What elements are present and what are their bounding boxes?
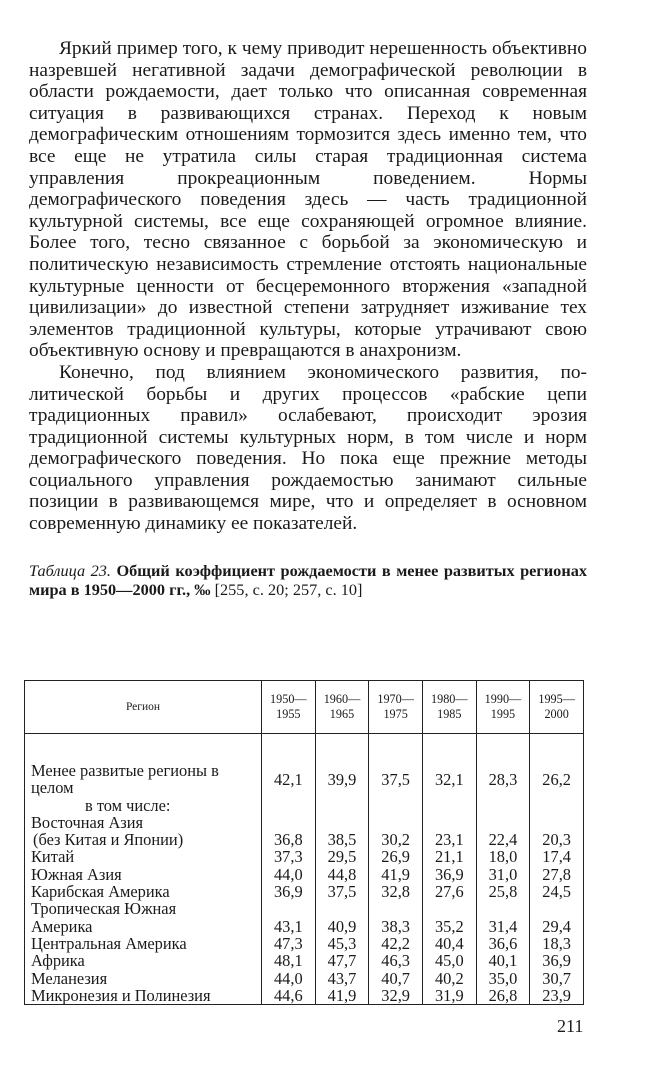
- value-cell: 27,6: [422, 883, 476, 900]
- value-cell: 28,3: [476, 734, 530, 797]
- value-cell: 40,9: [315, 918, 369, 935]
- value-cell: 47,3: [262, 935, 316, 952]
- value-cell: 40,2: [422, 970, 476, 987]
- value-cell: 41,9: [369, 866, 423, 883]
- value-cell: 45,3: [315, 935, 369, 952]
- value-cell: [369, 900, 423, 917]
- value-cell: 37,5: [369, 734, 423, 797]
- table-row: [25, 866, 584, 883]
- table-row: [25, 987, 584, 1005]
- table-caption-label: Таблица 23.: [29, 560, 111, 580]
- value-cell: 32,9: [369, 987, 423, 1005]
- value-cell: 31,9: [422, 987, 476, 1005]
- region-cell: Менее развитые регионы в целом: [25, 734, 262, 797]
- value-cell: 43,1: [262, 918, 316, 935]
- value-cell: 36,9: [530, 952, 584, 969]
- value-cell: 23,1: [422, 831, 476, 848]
- table-row: [25, 883, 584, 900]
- table-row: [25, 970, 584, 987]
- region-cell: Центральная Америка: [25, 935, 262, 952]
- value-cell: 38,3: [369, 918, 423, 935]
- value-cell: 36,9: [262, 883, 316, 900]
- paragraph-1: Яркий пример того, к чему приводит нерешенность объективно назревшей негативной задачи демографической революции в области рождаемости, дает только что описанная современная ситуация в развивающихся странах. Переход к новым демографическим отношениям тормозится здесь именно тем, что все еще не утратила силы старая традиционная система управления прокреационным поведением. Нормы демографического поведения здесь — часть традиционной культурной системы, все еще сохраняющей огромное влияние. Более того, тесно связанное с борьбой за экономическую и политическую независимость стремление отстоять национальные культурные ценности от бесцеремонного вторжения «западной цивилизации» до известной степени затрудняет изживание тех элементов традиционной культуры, которые утрачивают свою объективную основу и превращаются в анахронизм.: [29, 38, 587, 362]
- column-header-period: 1990—1995: [476, 681, 530, 734]
- value-cell: 31,4: [476, 918, 530, 935]
- value-cell: 46,3: [369, 952, 423, 969]
- value-cell: [369, 814, 423, 831]
- value-cell: 37,5: [315, 883, 369, 900]
- table-row: [25, 935, 584, 952]
- value-cell: 44,8: [315, 866, 369, 883]
- value-cell: 18,0: [476, 848, 530, 865]
- value-cell: [262, 814, 316, 831]
- value-cell: 18,3: [530, 935, 584, 952]
- value-cell: 35,2: [422, 918, 476, 935]
- value-cell: 43,7: [315, 970, 369, 987]
- value-cell: [422, 797, 476, 814]
- table-caption-reference: [255, с. 20; 257, с. 10]: [214, 579, 363, 599]
- value-cell: 36,8: [262, 831, 316, 848]
- table-row: [25, 831, 584, 848]
- value-cell: 36,6: [476, 935, 530, 952]
- value-cell: 22,4: [476, 831, 530, 848]
- value-cell: [476, 797, 530, 814]
- value-cell: 47,7: [315, 952, 369, 969]
- region-cell: (без Китая и Японии): [25, 831, 262, 848]
- value-cell: 27,8: [530, 866, 584, 883]
- value-cell: [315, 797, 369, 814]
- value-cell: 45,0: [422, 952, 476, 969]
- table-row: [25, 918, 584, 935]
- table-row: [25, 900, 584, 917]
- value-cell: 40,7: [369, 970, 423, 987]
- region-cell: в том числе:: [25, 797, 262, 814]
- value-cell: [315, 814, 369, 831]
- value-cell: 44,0: [262, 970, 316, 987]
- value-cell: 30,2: [369, 831, 423, 848]
- value-cell: 44,0: [262, 866, 316, 883]
- region-cell: Америка: [25, 918, 262, 935]
- value-cell: 36,9: [422, 866, 476, 883]
- column-header-region: Регион: [25, 681, 262, 734]
- page-number: 211: [557, 1016, 584, 1036]
- value-cell: 24,5: [530, 883, 584, 900]
- table-row: [25, 734, 584, 797]
- value-cell: 17,4: [530, 848, 584, 865]
- value-cell: 21,1: [422, 848, 476, 865]
- column-header-period: 1960—1965: [315, 681, 369, 734]
- value-cell: 42,1: [262, 734, 316, 797]
- value-cell: [530, 900, 584, 917]
- region-cell: Южная Азия: [25, 866, 262, 883]
- column-header-period: 1970—1975: [369, 681, 423, 734]
- value-cell: 42,2: [369, 935, 423, 952]
- value-cell: 35,0: [476, 970, 530, 987]
- table-body: [25, 734, 584, 1005]
- value-cell: [422, 900, 476, 917]
- table-row: [25, 848, 584, 865]
- table-row: [25, 952, 584, 969]
- table-header-row: [25, 681, 584, 734]
- value-cell: 38,5: [315, 831, 369, 848]
- value-cell: 40,1: [476, 952, 530, 969]
- value-cell: 26,8: [476, 987, 530, 1005]
- birth-rate-table: [24, 680, 584, 1005]
- value-cell: [530, 814, 584, 831]
- value-cell: [476, 900, 530, 917]
- value-cell: [476, 814, 530, 831]
- value-cell: [530, 797, 584, 814]
- value-cell: 40,4: [422, 935, 476, 952]
- table-caption-title: Общий коэффициент рождаемости в менее развитых регионах мира в 1950—2000 гг., ‰: [29, 560, 587, 599]
- column-header-period: 1980—1985: [422, 681, 476, 734]
- region-cell: Африка: [25, 952, 262, 969]
- region-cell: Карибская Америка: [25, 883, 262, 900]
- value-cell: 29,4: [530, 918, 584, 935]
- value-cell: [262, 900, 316, 917]
- region-cell: Восточная Азия: [25, 814, 262, 831]
- value-cell: 32,1: [422, 734, 476, 797]
- paragraph-2: Конечно, под влиянием экономического развития, политической борьбы и других процессов «рабские цепи традиционных правил» ослабевают, происходит эрозия традиционной системы культурных норм, в том числе и норм демографического поведения. Но пока еще прежние методы социального управления рождаемостью занимают сильные позиции в развивающемся мире, что и определяет в основном современную динамику ее показателей.: [29, 361, 587, 535]
- value-cell: 30,7: [530, 970, 584, 987]
- table-row: [25, 797, 584, 814]
- table-row: [25, 814, 584, 831]
- region-cell: Тропическая Южная: [25, 900, 262, 917]
- region-cell: Микронезия и Полинезия: [25, 987, 262, 1005]
- column-header-period: 1995—2000: [530, 681, 584, 734]
- value-cell: 41,9: [315, 987, 369, 1005]
- value-cell: 31,0: [476, 866, 530, 883]
- table-caption: [29, 561, 587, 599]
- value-cell: 25,8: [476, 883, 530, 900]
- value-cell: [422, 814, 476, 831]
- value-cell: 44,6: [262, 987, 316, 1005]
- value-cell: 26,2: [530, 734, 584, 797]
- value-cell: 32,8: [369, 883, 423, 900]
- region-cell: Меланезия: [25, 970, 262, 987]
- value-cell: 39,9: [315, 734, 369, 797]
- value-cell: 37,3: [262, 848, 316, 865]
- value-cell: 26,9: [369, 848, 423, 865]
- value-cell: 48,1: [262, 952, 316, 969]
- region-cell: Китай: [25, 848, 262, 865]
- page-body: [29, 38, 587, 599]
- value-cell: 20,3: [530, 831, 584, 848]
- value-cell: [262, 797, 316, 814]
- column-header-period: 1950—1955: [262, 681, 316, 734]
- value-cell: [315, 900, 369, 917]
- value-cell: [369, 797, 423, 814]
- value-cell: 29,5: [315, 848, 369, 865]
- value-cell: 23,9: [530, 987, 584, 1005]
